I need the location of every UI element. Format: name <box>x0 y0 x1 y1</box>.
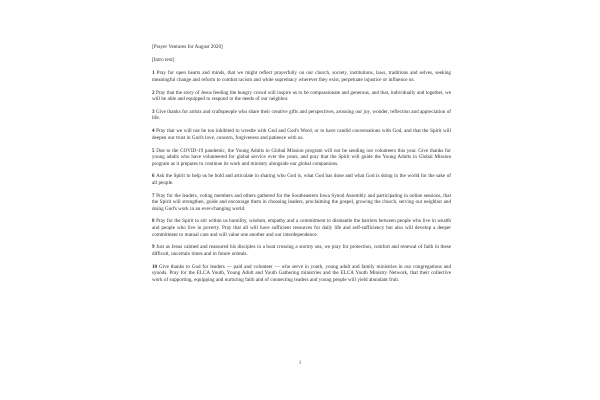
document-text-column <box>152 44 451 289</box>
paragraph-number: 2 <box>152 89 156 96</box>
prayer-paragraph <box>152 244 451 257</box>
paragraph-body: Pray for open hearts and minds, that we might reflect prayerfully on our church, society, institutions, laws, traditions and selves, seeking meaningful change and reform to combat racism and white supremacy wherever they exist, perpetuate injustice or influence us. <box>152 70 451 83</box>
paragraph-number: 5 <box>152 147 157 154</box>
paragraph-body: Pray that we will not be too inhibited to wrestle with God and God's Word, or to have candid conversations with God, and that the Spirit will deepen our trust in God's love, concern, forgiveness and patience with us. <box>152 128 451 141</box>
prayer-paragraph-list <box>152 70 451 283</box>
paragraph-number: 4 <box>152 128 157 135</box>
paragraph-number: 9 <box>152 244 157 251</box>
paragraph-number: 6 <box>152 173 157 180</box>
document-title-line: [Prayer Ventures for August 2020] <box>152 44 223 50</box>
prayer-paragraph <box>152 70 451 83</box>
prayer-paragraph <box>152 218 451 238</box>
prayer-paragraph <box>152 193 451 213</box>
paragraph-body: Pray for the leaders, voting members and others gathered for the Southeastern Iowa Synod Assembly and participating in online sessions, that the Spirit will strengthen, guide and encourage them in choosing leaders, proclaiming the gospel, growing the church, serving our neighbor and doing God's work in an ever-changing world. <box>152 192 451 212</box>
paragraph-body: Just as Jesus calmed and reassured his disciples in a boat crossing a stormy sea, we pray for protection, comfort and renewal of faith in these difficult, uncertain times and in future ordeals. <box>152 244 451 257</box>
prayer-paragraph <box>152 90 451 103</box>
paragraph-number: 7 <box>152 192 157 199</box>
paragraph-body: Pray for the Spirit to stir within us humility, wisdom, empathy and a commitment to dismantle the barriers between people who live in wealth and people who live in poverty. Pray that all will have sufficient resources for daily life and self-sufficiency but also will develop a deeper commitment to mutual care and will value one another and our interdependence. <box>152 218 451 238</box>
paragraph-body: Give thanks to God for leaders — paid and volunteer — who serve in youth, young adult and family ministries in our congregations and synods. Pray for the ELCA Youth, Young Adult and Youth Gathering ministries and the ELCA Youth Ministry Network, that their collective work of supporting, equipping and nurturing faith and of connecting leaders and young people will yield abundant fruit. <box>152 263 452 283</box>
paragraph-body: Ask the Spirit to help us be bold and articulate in sharing who God is, what God has done and what God is doing in the world for the sake of all people. <box>152 173 451 186</box>
prayer-paragraph <box>152 128 451 141</box>
paragraph-number: 8 <box>152 218 157 225</box>
prayer-paragraph <box>152 264 451 284</box>
paragraph-number: 3 <box>152 108 156 115</box>
intro-text-placeholder: [Intro text] <box>152 57 175 64</box>
prayer-paragraph <box>152 109 451 122</box>
paragraph-number: 10 <box>152 263 159 270</box>
prayer-paragraph <box>152 148 451 168</box>
page-number: 1 <box>298 360 302 366</box>
paragraph-body: Give thanks for artists and craftspeople who share their creative gifts and perspectives, arousing our joy, wonder, reflection and appreciation of life. <box>152 108 451 122</box>
paragraph-number: 1 <box>152 70 157 77</box>
paragraph-body: Due to the COVID-19 pandemic, the Young Adults in Global Mission program will not be sending out volunteers this year. Give thanks for young adults who have volunteered for global service over the years, and pray that the Spirit will guide the Young Adults in Global Mission program as it prepares to continue its work and ministry alongside our global companions. <box>152 147 451 167</box>
prayer-paragraph <box>152 173 451 186</box>
paragraph-body: Pray that the story of Jesus feeding the hungry crowd will inspire us to be compassionate and generous, and that, individually and together, we will be able and equipped to respond to the needs of our neighbor. <box>152 89 451 103</box>
